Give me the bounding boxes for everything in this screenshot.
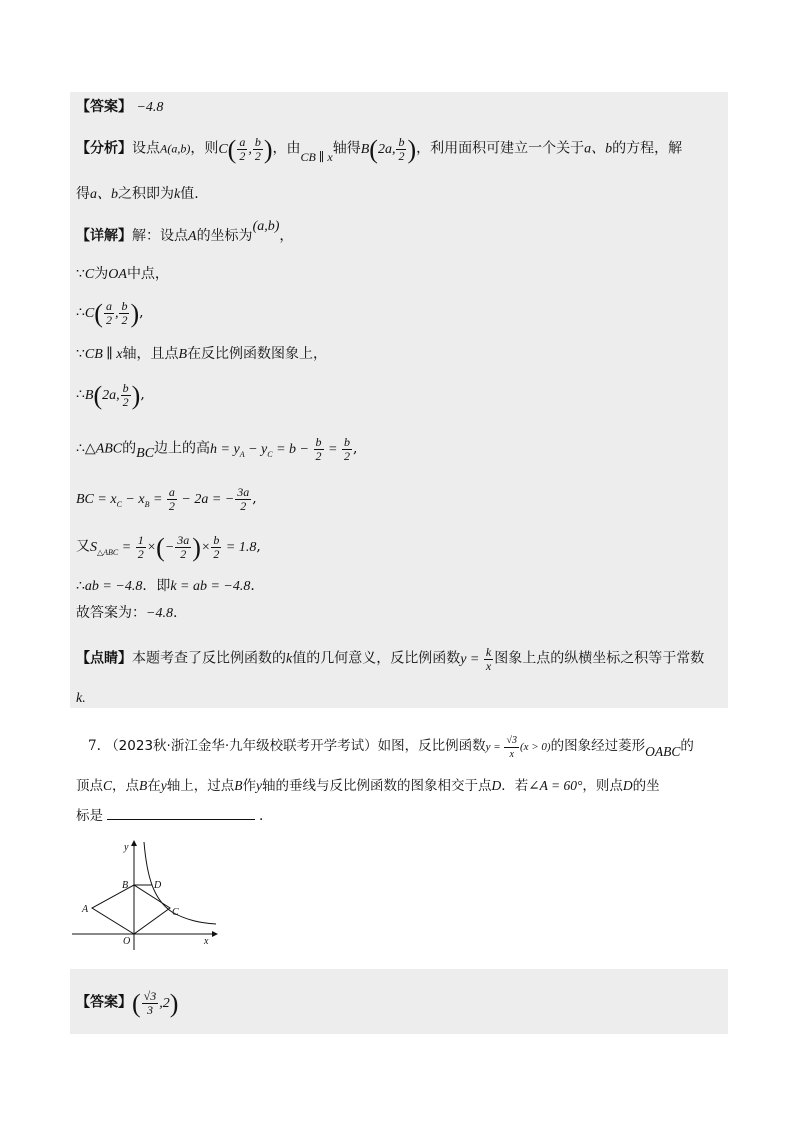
step-7: 又$S_{\triangle ABC}$ = $\frac{1}{2}$ ×(− $\frac{3a}{2}$ )× $\frac{b}{2}$ = 1.8, bbox=[76, 532, 261, 562]
question-var: B bbox=[139, 778, 148, 793]
analysis-k: k bbox=[174, 187, 181, 202]
step-formula: ab = −4.8 bbox=[84, 579, 143, 594]
analysis-ab: a、b bbox=[584, 141, 613, 157]
step-text: 为 bbox=[94, 266, 109, 282]
question-function: y = $\frac{√3}{x}$ (x > 0) bbox=[485, 735, 551, 760]
question-text: ，点 bbox=[112, 778, 140, 794]
step-formula: k = ab = −4.8 bbox=[170, 579, 251, 594]
comment-formula: y = $\frac{k}{x}$ bbox=[460, 645, 492, 673]
therefore-symbol: ∴ bbox=[76, 386, 85, 403]
question-text: （2023秋·浙江金华·九年级校联考开学考试）如图，反比例函数 bbox=[105, 738, 486, 755]
because-symbol: ∵ bbox=[76, 266, 85, 282]
answer-value: −4.8 bbox=[136, 100, 164, 115]
rhombus-oabc bbox=[92, 885, 170, 934]
x-axis-arrow bbox=[212, 931, 218, 937]
question-text: ．若 bbox=[501, 778, 529, 794]
answer-label: 【答案】 bbox=[76, 99, 132, 115]
step-text: 边上的高 bbox=[154, 440, 211, 457]
question-angle: ∠A = 60° bbox=[528, 778, 583, 793]
step-6: BC = $x_C - x_B$ = $\frac{a}{2}$ − 2a = − $\frac{3a}{2}$ , bbox=[76, 485, 257, 513]
step-var: OA bbox=[108, 267, 127, 282]
step-formula: B(2a, $\frac{b}{2}$ ) bbox=[84, 380, 141, 410]
question-text: 在 bbox=[147, 778, 161, 794]
rhombus-figure bbox=[68, 838, 228, 953]
label-c: C bbox=[172, 907, 179, 918]
answer2-label: 【答案】 bbox=[76, 994, 132, 1011]
comment-text: 值的几何意义，反比例函数 bbox=[292, 650, 461, 667]
label-d: D bbox=[154, 880, 162, 891]
analysis-line-2 bbox=[76, 184, 199, 205]
analysis-text: 设点 bbox=[132, 140, 160, 157]
detail-label: 【详解】 bbox=[76, 228, 132, 244]
label-o: O bbox=[123, 936, 131, 947]
comment-label: 【点睛】 bbox=[76, 650, 132, 667]
step-text: 轴，且点 bbox=[122, 346, 179, 362]
comment-k: k. bbox=[76, 691, 86, 706]
step-formula: BC = $x_C - x_B$ = $\frac{a}{2}$ − 2a = − $\frac{3a}{2}$ bbox=[76, 485, 250, 513]
step-8 bbox=[76, 576, 264, 597]
therefore-symbol: ∴ bbox=[76, 578, 85, 594]
question-var: B bbox=[234, 778, 243, 793]
step-2: ∴C( $\frac{a}{2}$ , $\frac{b}{2}$ ), bbox=[76, 298, 144, 328]
therefore-symbol: ∴ bbox=[76, 440, 85, 457]
question-text: 轴上，过点 bbox=[166, 778, 235, 794]
answer2-value: ( $\frac{√3}{3}$ ,2) bbox=[132, 988, 179, 1018]
comment-text: 图象上点的纵横坐标之积等于常数 bbox=[494, 650, 705, 667]
analysis-line-1 bbox=[76, 136, 682, 163]
step-var: CB ∥ x bbox=[84, 347, 123, 362]
step-text: 故答案为： bbox=[76, 605, 146, 621]
step-text: 中点， bbox=[126, 266, 169, 282]
step-text: 的 bbox=[122, 440, 137, 457]
label-x: x bbox=[204, 936, 209, 947]
step-9 bbox=[76, 603, 177, 624]
question-text: ，则点 bbox=[582, 778, 623, 794]
detail-text: 的坐标为 bbox=[196, 228, 253, 244]
question-var: D bbox=[622, 778, 633, 793]
comment-text: 本题考查了反比例函数的 bbox=[132, 650, 286, 667]
detail-a: A bbox=[188, 229, 197, 244]
step-3 bbox=[76, 344, 327, 365]
question-text: 标是 bbox=[76, 808, 103, 824]
step-formula-text: BC = x bbox=[76, 491, 117, 507]
question-number: 7. bbox=[88, 738, 101, 755]
answer-line bbox=[76, 97, 163, 118]
step-var: △ABC bbox=[84, 441, 123, 457]
step-text: ． bbox=[250, 578, 265, 594]
step-formula: C( $\frac{a}{2}$ , $\frac{b}{2}$ ) bbox=[84, 298, 140, 328]
step-text: 在反比例函数图象上， bbox=[187, 346, 328, 362]
detail-text: ， bbox=[279, 228, 294, 244]
detail-line bbox=[76, 219, 294, 247]
comment-k: k bbox=[286, 651, 293, 667]
analysis-text: 值. bbox=[180, 186, 199, 202]
question-var: y bbox=[256, 778, 263, 793]
step-var: BC bbox=[136, 445, 155, 461]
step-formula: $h = y_A - y_C = b$ − $\frac{b}{2}$ = $\frac{b}{2}$ bbox=[210, 435, 350, 463]
detail-text: 解：设点 bbox=[132, 228, 188, 244]
analysis-text: ，由 bbox=[272, 140, 301, 157]
question7-line-3 bbox=[76, 806, 263, 826]
question-var: C bbox=[103, 778, 113, 793]
analysis-text: 的方程，解 bbox=[612, 140, 683, 157]
question-text: 的坐 bbox=[632, 778, 660, 794]
y-axis-arrow bbox=[131, 840, 137, 846]
step-1 bbox=[76, 264, 169, 285]
because-symbol: ∵ bbox=[76, 346, 85, 362]
analysis-text: ，则 bbox=[190, 140, 219, 157]
question-text: 的图象经过菱形 bbox=[550, 738, 646, 755]
step-var: B bbox=[178, 347, 188, 362]
analysis-text: ，利用面积可建立一个关于 bbox=[416, 140, 585, 157]
comment-line-1 bbox=[76, 646, 704, 673]
comment-line-2 bbox=[76, 688, 86, 709]
point-c-formula: C( $\frac{a}{2}$ , $\frac{b}{2}$ ) bbox=[218, 134, 273, 164]
analysis-text: 之积即为 bbox=[118, 186, 174, 202]
question-text: . bbox=[259, 808, 264, 824]
label-b: B bbox=[122, 880, 129, 891]
analysis-ab: a、b bbox=[90, 187, 118, 202]
step-value: −4.8 bbox=[146, 606, 173, 621]
point-b-formula: B(2a, $\frac{b}{2}$ ) bbox=[360, 134, 417, 164]
step-formula-text: h = y bbox=[210, 441, 240, 457]
step-text: 又 bbox=[76, 538, 90, 555]
point-a: A(a,b) bbox=[160, 141, 191, 156]
question7-line-2 bbox=[76, 776, 660, 796]
analysis-text: 轴得 bbox=[332, 140, 361, 157]
therefore-symbol: ∴ bbox=[76, 304, 85, 321]
answer2-line bbox=[76, 990, 178, 1017]
analysis-label: 【分析】 bbox=[76, 140, 132, 157]
step-5: ∴△ABC的BC边上的高$h = y_A - y_C = b$ − $\frac{b}{2}$ = $\frac{b}{2}$ , bbox=[76, 435, 358, 463]
label-a: A bbox=[82, 904, 89, 915]
question-var: y bbox=[160, 778, 167, 793]
step-text: . bbox=[172, 605, 178, 621]
question7-line-1 bbox=[88, 734, 694, 761]
answer-blank[interactable] bbox=[107, 819, 255, 820]
label-y: y bbox=[124, 842, 129, 853]
detail-coord: (a,b) bbox=[252, 219, 280, 234]
step-formula: $S_{\triangle ABC}$ = $\frac{1}{2}$ ×(− $\frac{3a}{2}$ )× $\frac{b}{2}$ = 1.8 bbox=[90, 532, 257, 562]
question-var: OABC bbox=[645, 744, 681, 760]
question-text: 的 bbox=[680, 738, 694, 755]
question-text: 顶点 bbox=[76, 778, 103, 794]
question-text: 作 bbox=[242, 778, 257, 794]
question-text: 轴的垂线与反比例函数的图象相交于点 bbox=[262, 778, 492, 794]
analysis-text: 得 bbox=[76, 186, 90, 202]
step-4: ∴B(2a, $\frac{b}{2}$ ), bbox=[76, 380, 145, 410]
step-var: C bbox=[84, 267, 95, 282]
question-var: D bbox=[491, 778, 502, 793]
parallel-formula: CB ∥ x bbox=[300, 149, 333, 164]
step-text: ．即 bbox=[142, 578, 171, 594]
